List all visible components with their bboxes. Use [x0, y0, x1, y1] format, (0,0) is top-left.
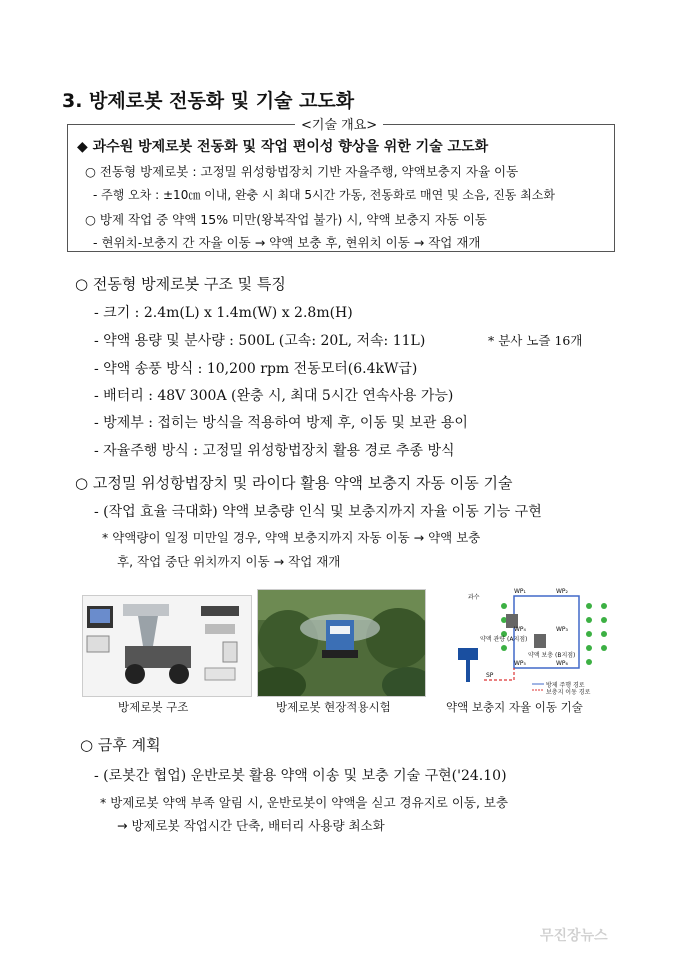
figure-caption: 약액 보충지 자율 이동 기술 — [446, 700, 583, 714]
section1-item: - 약액 송풍 방식 : 10,200 rpm 전동모터(6.4kW급) — [94, 361, 418, 377]
overview-item: - 주행 오차 : ±10㎝ 이내, 완충 시 최대 5시간 가동, 전동화로 매연 및 소음, 진동 최소화 — [93, 188, 555, 202]
diagram-label: SP — [486, 672, 494, 679]
section3-note: → 방제로봇 작업시간 단축, 배터리 사용량 최소화 — [117, 818, 385, 833]
route-diagram — [444, 584, 616, 696]
section1-item: - 자율주행 방식 : 고정밀 위성항법장치 활용 경로 추종 방식 — [94, 443, 455, 459]
section1-heading: ○ 전동형 방제로봇 구조 및 특징 — [75, 275, 286, 293]
overview-headline: ◆ 과수원 방제로봇 전동화 및 작업 편이성 향상을 위한 기술 고도화 — [77, 139, 489, 155]
section1-item: - 약액 용량 및 분사량 : 500L (고속: 20L, 저속: 11L) — [94, 333, 426, 349]
diagram-label: WP₃ — [556, 626, 568, 633]
section3-item: - (로봇간 협업) 운반로봇 활용 약액 이송 및 보충 기술 구현('24.10) — [94, 768, 507, 784]
section2-note: * 약액량이 일정 미만일 경우, 약액 보충지까지 자동 이동 → 약액 보충 — [102, 530, 481, 545]
diagram-label: 약액 보충 (B지점) — [528, 652, 576, 659]
section3-note: * 방제로봇 약액 부족 알림 시, 운반로봇이 약액을 싣고 경유지로 이동, 보충 — [100, 795, 509, 810]
diagram-label: 과수 — [468, 594, 480, 601]
diagram-label: 약액 관량 (A지점) — [480, 636, 528, 643]
section2-heading: ○ 고정밀 위성항법장치 및 라이다 활용 약액 보충지 자동 이동 기술 — [75, 474, 513, 492]
diagram-label: WP₄ — [514, 626, 526, 633]
section2-item: - (작업 효율 극대화) 약액 보충량 인식 및 보충지까지 자율 이동 기능 구현 — [94, 504, 542, 520]
field-test-image — [257, 589, 426, 697]
figure-caption: 방제로봇 구조 — [118, 700, 189, 714]
section1-item: - 배터리 : 48V 300A (완충 시, 최대 5시간 연속사용 가능) — [94, 388, 454, 404]
overview-label: <기술 개요> — [295, 114, 383, 133]
watermark: 무진장뉴스 — [540, 928, 608, 944]
overview-item: - 현위치-보충지 간 자율 이동 → 약액 보충 후, 현위치 이동 → 작업 재개 — [93, 235, 481, 250]
diagram-legend: 보충지 이동 경로 — [546, 689, 591, 696]
diagram-label: WP₁ — [514, 588, 526, 595]
robot-structure-image — [82, 595, 252, 697]
figure-caption: 방제로봇 현장적용시험 — [276, 700, 391, 714]
page-title: 3. 방제로봇 전동화 및 기술 고도화 — [62, 90, 355, 112]
diagram-label: WP₅ — [514, 660, 526, 667]
overview-item: ○ 전동형 방제로봇 : 고정밀 위성항법장치 기반 자율주행, 약액보충지 자율 이동 — [85, 164, 519, 179]
section3-heading: ○ 금후 계획 — [80, 736, 161, 754]
section1-item: - 방제부 : 접히는 방식을 적용하여 방제 후, 이동 및 보관 용이 — [94, 415, 468, 431]
diagram-label: WP₆ — [556, 660, 568, 667]
section1-item: - 크기 : 2.4m(L) x 1.4m(W) x 2.8m(H) — [94, 305, 353, 321]
overview-item: ○ 방제 작업 중 약액 15% 미만(왕복작업 불가) 시, 약액 보충지 자동 이동 — [85, 212, 487, 227]
diagram-label: WP₂ — [556, 588, 568, 595]
diagram-legend: 방제 주행 경로 — [546, 682, 585, 689]
section2-note: 후, 작업 중단 위치까지 이동 → 작업 재개 — [117, 554, 341, 569]
section1-note: * 분사 노즐 16개 — [488, 333, 583, 348]
